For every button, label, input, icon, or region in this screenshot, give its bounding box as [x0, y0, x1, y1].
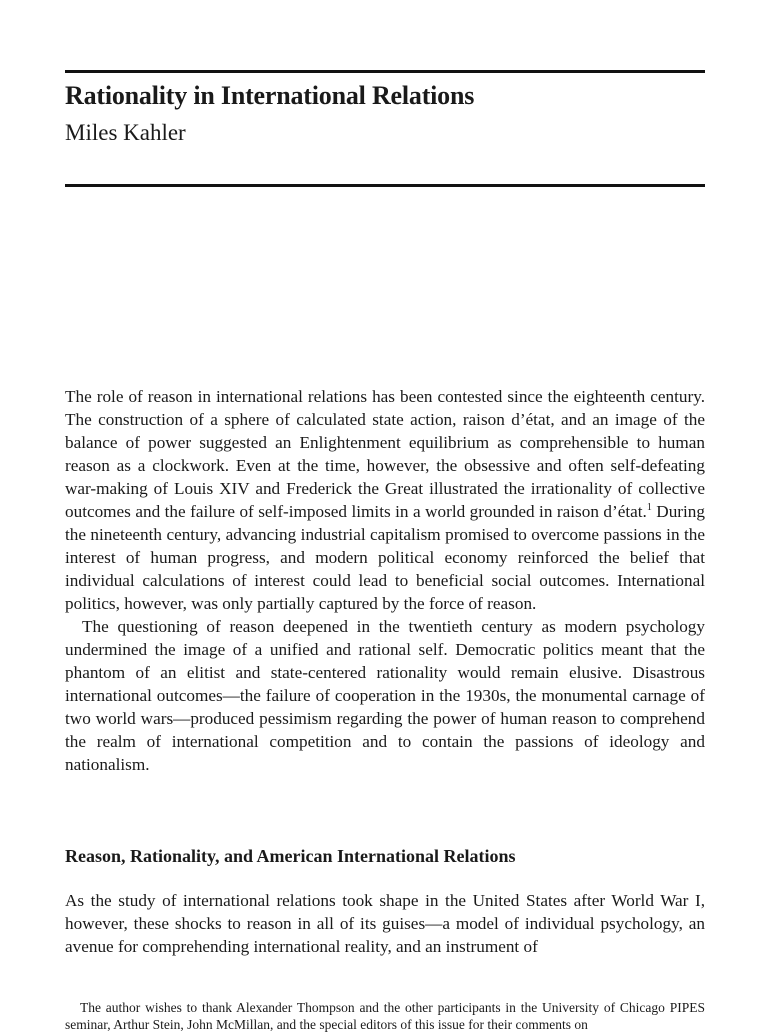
- body-paragraph-1-continued: During the nineteenth century, advancing industrial capitalism promised to overcome passions in the interest of human progress, and modern political economy reinforced the belief that individual calculations of interest could lead to beneficial social outcomes. International politics, however, was only partially captured by the force of reason.: [65, 502, 705, 613]
- body-paragraph-1: [65, 385, 705, 615]
- body-paragraph-2: The questioning of reason deepened in the twentieth century as modern psychology undermined the image of a unified and rational self. Democratic politics meant that the phantom of an elitist and state-centered rationality would remain elusive. Disastrous international outcomes—the failure of cooperation in the 1930s, the monumental carnage of two world wars—produced pessimism regarding the power of human reason to comprehend the realm of international competition and to contain the passions of ideology and nationalism.: [65, 617, 705, 774]
- section-paragraph-1: As the study of international relations took shape in the United States after World War I, however, these shocks to reason in all of its guises—a model of individual psychology, an avenue for comprehending international reality, and an instrument of: [65, 891, 705, 956]
- article-body: [65, 385, 705, 776]
- author-footnote: The author wishes to thank Alexander Thompson and the other participants in the University of Chicago PIPES seminar, Arthur Stein, John McMillan, and the special editors of this issue for their comments on: [65, 1000, 705, 1032]
- article-title: Rationality in International Relations: [65, 81, 475, 110]
- section-heading: Reason, Rationality, and American International Relations: [65, 846, 516, 866]
- top-rule: [65, 70, 705, 73]
- body-paragraph-1-text: The role of reason in international relations has been contested since the eighteenth century. The construction of a sphere of calculated state action, raison d’état, and an image of the balance of power suggested an Enlightenment equilibrium as comprehensible to human reason as a clockwork. Even at the time, however, the obsessive and often self-defeating war-making of Louis XIV and Frederick the Great illustrated the irrationality of collective outcomes and the failure of self-imposed limits in a world grounded in raison d’état.: [65, 387, 705, 521]
- footnote-marker[interactable]: 1: [646, 502, 652, 513]
- header-bottom-rule: [65, 184, 705, 187]
- article-author: Miles Kahler: [65, 120, 186, 145]
- article-page: [65, 0, 705, 1032]
